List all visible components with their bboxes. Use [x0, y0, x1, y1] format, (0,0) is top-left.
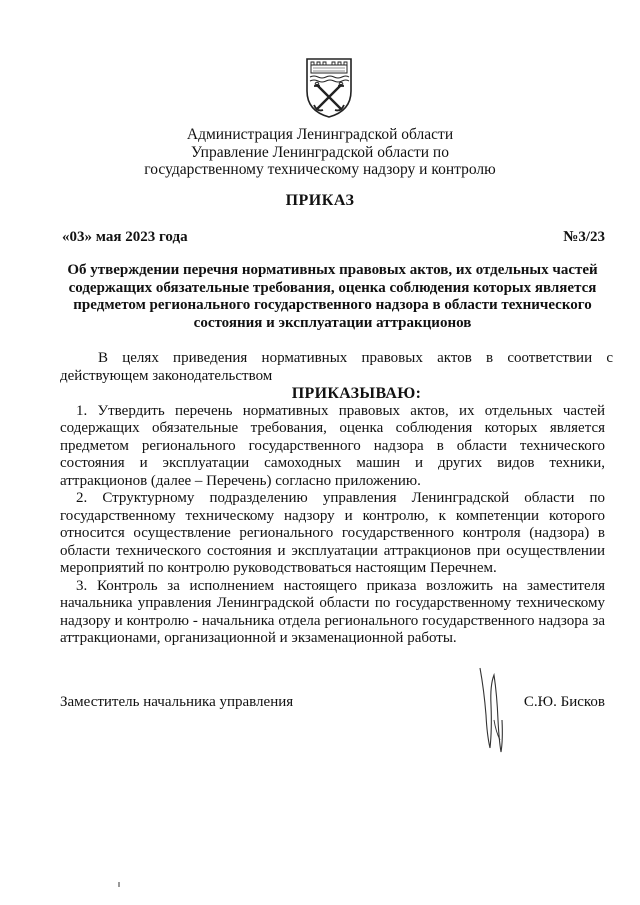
order-item: 2. Структурному подразделению управления Ленинградской области по государственному техническому надзору и контролю, к компетенции которого относится осуществление регионального государственного контроля (надзора) в области технического состояния и эксплуатации аттракционов при осуществлении мероприятий по контролю руководствоваться настоящим Перечнем. — [60, 490, 605, 576]
issuer-line-1: Администрация Ленинградской области — [186, 126, 454, 143]
signatory-position: Заместитель начальника управления — [60, 694, 294, 710]
document-type-title: ПРИКАЗ — [285, 192, 355, 209]
order-item: 3. Контроль за исполнением настоящего приказа возложить на заместителя начальника управления Ленинградской области по государственному техническому надзору и контролю - начальника отдела регионального государственного надзора за аттракционами, организационной и экзаменационной работы. — [60, 577, 605, 646]
document-subject: Об утверждении перечня нормативных правовых актов, их отдельных частей содержащих обязательные требования, оценка соблюдения которых является предметом регионального государственного надзора в области технического состояния и эксплуатации аттракционов — [67, 262, 598, 331]
date-number-row — [62, 229, 605, 246]
document-number: №3/23 — [563, 229, 605, 245]
coat-of-arms-icon — [304, 55, 354, 119]
signatory-name: С.Ю. Бисков — [523, 694, 605, 710]
document-body — [60, 350, 613, 648]
signature-row — [60, 694, 605, 711]
issuer-line-3: государственному техническому надзору и контролю — [144, 161, 496, 178]
order-word-heading: ПРИКАЗЫВАЮ: — [291, 385, 422, 402]
order-item: 1. Утвердить перечень нормативных правовых актов, их отдельных частей содержащих обязательные требования, оценка соблюдения которых является предметом регионального государственного надзора в области технического состояния и эксплуатации самоходных машин и других видов техники, аттракционов (далее – Перечень) согласно приложению. — [60, 402, 605, 489]
scan-artifact — [118, 882, 120, 887]
preamble-paragraph: В целях приведения нормативных правовых актов в соответствии с действующем законодательством — [60, 350, 613, 384]
document-date: «03» мая 2023 года — [62, 229, 188, 245]
issuer-header — [100, 126, 540, 179]
issuer-line-2: Управление Ленинградской области по — [191, 143, 449, 161]
